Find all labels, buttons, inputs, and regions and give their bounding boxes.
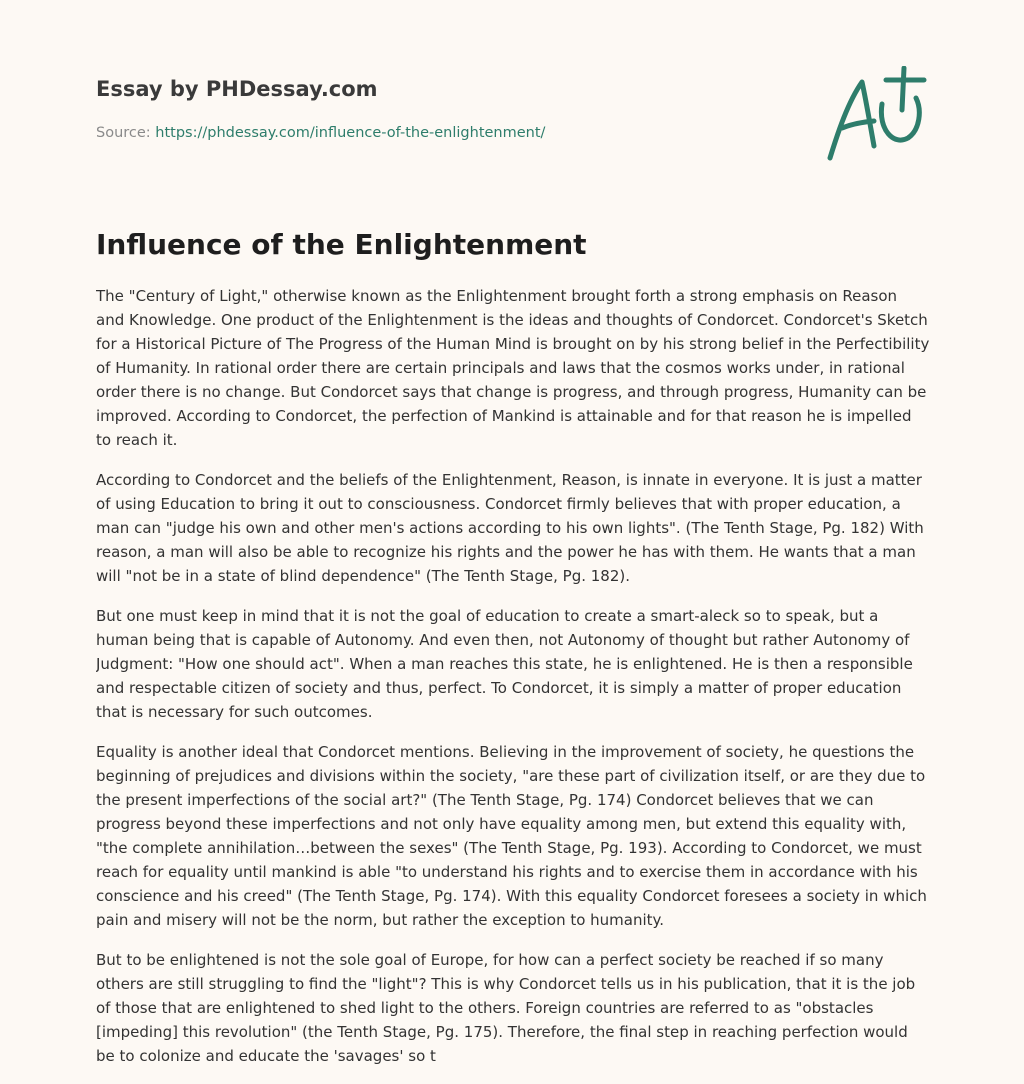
- essay-body: [96, 284, 930, 1074]
- source-line: [96, 122, 836, 144]
- essay-paragraph: Equality is another ideal that Condorcet mentions. Believing in the improvement of society, he questions the beginning of prejudices and divisions within the society, "are these part of civilization itself, or are they due to the present imperfections of the social art?" (The Tenth Stage, Pg. 174) Condorcet believes that we can progress beyond these imperfections and not only have equality among men, but extend this equality with, "the complete annihilation…between the sexes" (The Tenth Stage, Pg. 193). According to Condorcet, we must reach for equality until mankind is able "to understand his rights and to exercise them in accordance with his conscience and his creed" (The Tenth Stage, Pg. 174). With this equality Condorcet foresees a society in which pain and misery will not be the norm, but rather the exception to humanity.: [96, 743, 927, 929]
- essay-paragraph: The "Century of Light," otherwise known as the Enlightenment brought forth a strong emphasis on Reason and Knowledge. One product of the Enlightenment is the ideas and thoughts of Condorcet. Condorcet's Sketch for a Historical Picture of The Progress of the Human Mind is brought on by his strong belief in the Perfectibility of Humanity. In rational order there are certain principals and laws that the cosmos works under, in rational order there is no change. But Condorcet says that change is progress, and through progress, Humanity can be improved. According to Condorcet, the perfection of Mankind is attainable and for that reason he is impelled to reach it.: [96, 287, 930, 449]
- essay-paragraph: According to Condorcet and the beliefs of the Enlightenment, Reason, is innate in everyone. It is just a matter of using Education to bring it out to consciousness. Condorcet firmly believes that with proper education, a man can "judge his own and other men's actions according to his own lights". (The Tenth Stage, Pg. 182) With reason, a man will also be able to recognize his rights and the power he has with them. He wants that a man will "not be in a state of blind dependence" (The Tenth Stage, Pg. 182).: [96, 471, 924, 585]
- page-header: [96, 72, 836, 144]
- a-plus-logo-icon: [820, 66, 932, 166]
- essay-paragraph: But to be enlightened is not the sole goal of Europe, for how can a perfect society be reached if so many others are still struggling to find the "light"? This is why Condorcet tells us in his publication, that it is the job of those that are enlightened to shed light to the others. Foreign countries are referred to as "obstacles [impeding] this revolution" (the Tenth Stage, Pg. 175). Therefore, the final step in reaching perfection would be to colonize and educate the 'savages' so t: [96, 951, 916, 1065]
- source-link[interactable]: https://phdessay.com/influence-of-the-enlightenment/: [155, 125, 546, 141]
- essay-paragraph: But one must keep in mind that it is not the goal of education to create a smart-aleck so to speak, but a human being that is capable of Autonomy. And even then, not Autonomy of thought but rather Autonomy of Judgment: "How one should act". When a man reaches this state, he is enlightened. He is then a responsible and respectable citizen of society and thus, perfect. To Condorcet, it is simply a matter of proper education that is necessary for such outcomes.: [96, 607, 913, 721]
- essay-title: Influence of the Enlightenment: [96, 228, 587, 261]
- source-label: Source:: [96, 125, 156, 141]
- site-brand: Essay by PHDessay.com: [96, 77, 378, 101]
